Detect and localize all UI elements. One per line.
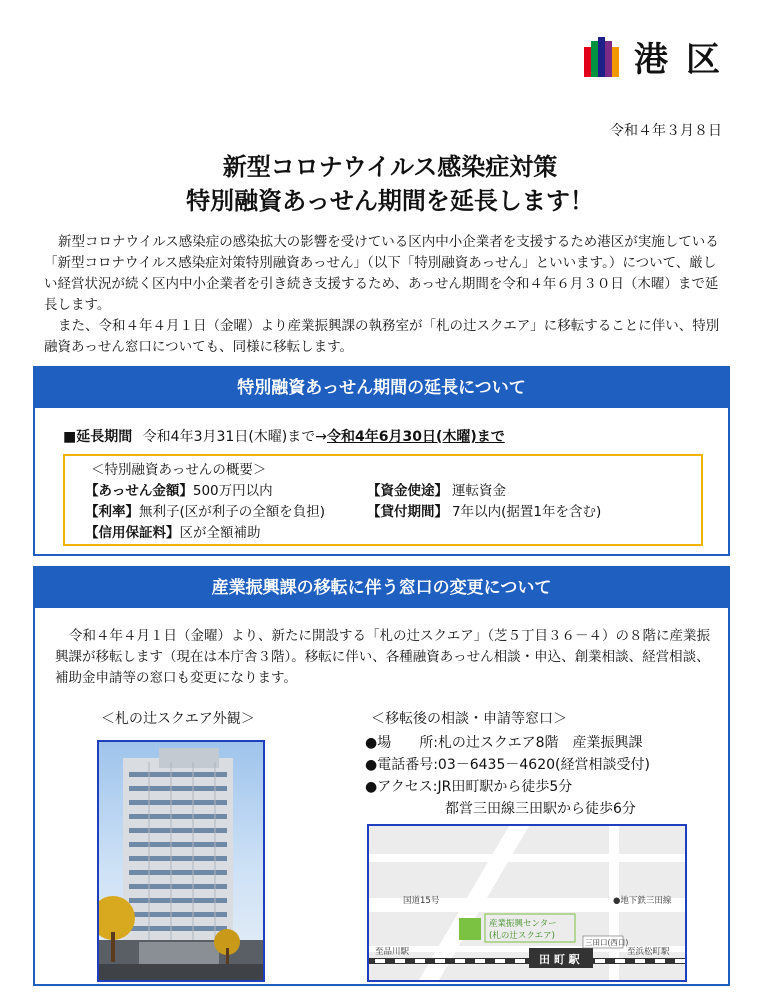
release-date: 令和４年３月８日 — [610, 123, 722, 139]
extension-section — [33, 366, 730, 556]
logo-text: 港区 — [634, 40, 738, 80]
loan-summary-box — [63, 454, 703, 546]
summary-item-purpose: 【資金使途】 運転資金 — [367, 483, 506, 499]
title-line-2: 特別融資あっせん期間を延長します！ — [186, 187, 594, 215]
extension-new: 令和4年6月30日(木曜)まで — [326, 429, 505, 445]
map-exit-label: 三田口(西口) — [585, 938, 629, 947]
map-station-left: 至品川駅 — [375, 947, 410, 957]
extension-heading: 特別融資あっせん期間の延長について — [35, 368, 728, 408]
extension-period — [63, 426, 505, 446]
access-map — [367, 824, 687, 982]
summary-item-guarantee: 【信用保証料】区が全額補助 — [85, 525, 261, 541]
map-road-label: 国道15号 — [403, 896, 440, 906]
summary-item-term: 【貸付期間】 7年以内(据置1年を含む) — [367, 504, 602, 520]
map-station-name: 田 町 駅 — [539, 953, 580, 966]
extension-old: 令和4年3月31日(木曜)まで→ — [142, 429, 327, 445]
map-subway-label: ●地下鉄三田線 — [613, 896, 672, 906]
office-info — [365, 732, 650, 820]
intro-paragraph-1: 新型コロナウイルス感染症の感染拡大の影響を受けている区内中小企業者を支援するため港区が実施している「新型コロナウイルス感染症対策特別融資あっせん」（以下「特別融資あっせん」といいます。）について、厳しい経営状況が続く区内中小企業者を引き続き支援するため、あっせん期間を令和４年６月３０日（木曜）まで延長します。 — [44, 234, 719, 313]
extension-label: ■延長期間 — [63, 429, 133, 445]
office-access-2: 都営三田線三田駅から徒歩6分 — [445, 801, 636, 817]
logo-mark-icon — [584, 37, 620, 77]
relocation-text: 令和４年４月１日（金曜）より、新たに開設する「札の辻スクエア」（芝５丁目３６－４）の８階に産業振興課が移転します（現在は本庁舎３階）。移転に伴い、各種融資あっせん相談・申込、創業相談、経営相談、補助金申請等の窓口も変更になります。 — [55, 628, 710, 686]
summary-item-amount: 【あっせん金額】500万円以内 — [85, 483, 273, 499]
summary-item-rate: 【利率】無利子(区が利子の全額を負担) — [85, 504, 326, 520]
building-illustration — [99, 742, 263, 980]
map-center-label-1: 産業振興センター — [489, 919, 557, 929]
relocation-section — [33, 566, 730, 986]
photo-caption: ＜札の辻スクエア外観＞ — [101, 711, 255, 727]
office-place: ●場 所:札の辻スクエア8階 産業振興課 — [365, 735, 643, 751]
map-station-right: 至浜松町駅 — [627, 947, 670, 957]
title-line-1: 新型コロナウイルス感染症対策 — [222, 153, 558, 181]
office-phone: ●電話番号:03－6435－4620(経営相談受付) — [365, 757, 650, 773]
office-caption: ＜移転後の相談・申請等窓口＞ — [371, 711, 567, 727]
office-access-1: ●アクセス:JR田町駅から徒歩5分 — [365, 779, 573, 795]
page-title — [0, 150, 780, 218]
relocation-heading: 産業振興課の移転に伴う窓口の変更について — [35, 568, 728, 608]
intro-paragraph-2: また、令和４年４月１日（金曜）より産業振興課の執務室が「札の辻スクエア」に移転することに伴い、特別融資あっせん窓口についても、同様に移転します。 — [44, 318, 720, 355]
building-photo — [97, 740, 265, 982]
intro-text — [44, 232, 724, 358]
map-center-label-2: (札の辻スクエア) — [489, 931, 555, 941]
summary-caption: ＜特別融資あっせんの概要＞ — [91, 462, 267, 478]
minato-logo — [584, 32, 738, 81]
